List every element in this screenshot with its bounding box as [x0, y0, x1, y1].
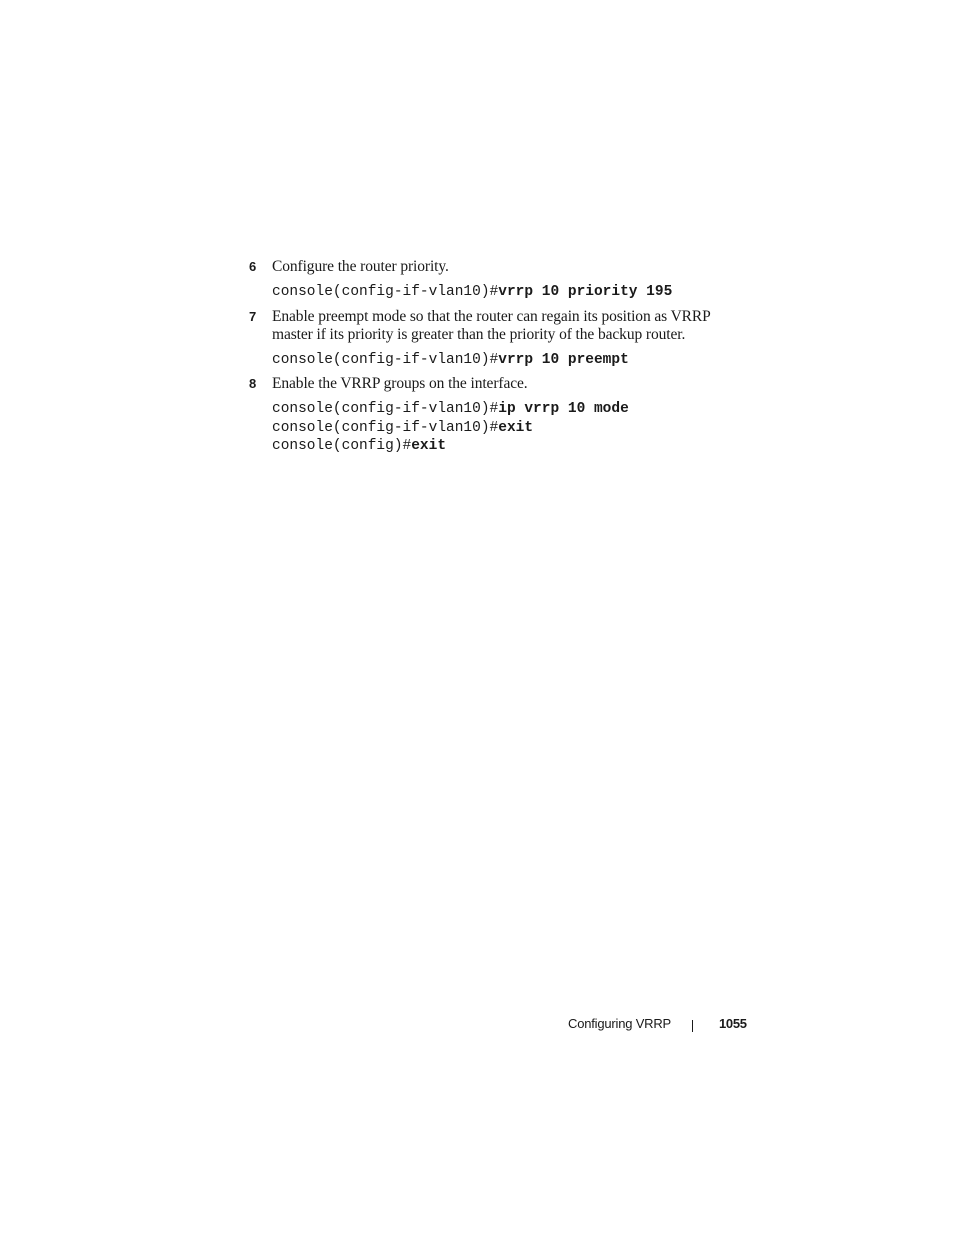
code-command: ip vrrp 10 mode: [498, 401, 629, 417]
code-prompt: console(config-if-vlan10)#: [272, 284, 499, 300]
code-prompt: console(config-if-vlan10)#: [272, 401, 499, 417]
page-number: 1055: [719, 1016, 747, 1031]
step-7: [249, 308, 739, 344]
document-body: [249, 258, 739, 456]
step-number: 6: [249, 259, 256, 274]
footer-section-title: Configuring VRRP: [568, 1016, 672, 1031]
step-number: 8: [249, 376, 256, 391]
code-line: [272, 419, 739, 438]
code-line: [272, 437, 739, 456]
code-prompt: console(config)#: [272, 438, 412, 454]
page-footer: [0, 1014, 954, 1036]
code-line: [272, 400, 739, 419]
step-8: [249, 375, 739, 393]
code-block: [249, 283, 739, 302]
step-number: 7: [249, 308, 256, 324]
code-command: exit: [411, 438, 447, 454]
code-prompt: console(config-if-vlan10)#: [272, 419, 499, 436]
code-line: [272, 283, 739, 302]
code-command: exit: [498, 419, 534, 436]
code-prompt: console(config-if-vlan10)#: [272, 351, 499, 368]
code-block: [249, 400, 739, 456]
code-command: vrrp 10 priority 195: [498, 284, 673, 300]
step-text: Configure the router priority.: [272, 258, 449, 275]
step-text: Enable the VRRP groups on the interface.: [272, 375, 528, 392]
code-block: [249, 351, 739, 370]
step-text: Enable preempt mode so that the router can regain its position as VRRP master if its priority is greater than the priority of the backup router.: [272, 307, 711, 343]
code-command: vrrp 10 preempt: [498, 351, 629, 368]
step-6: [249, 258, 739, 276]
code-line: [272, 351, 739, 370]
footer-divider: [692, 1020, 693, 1032]
